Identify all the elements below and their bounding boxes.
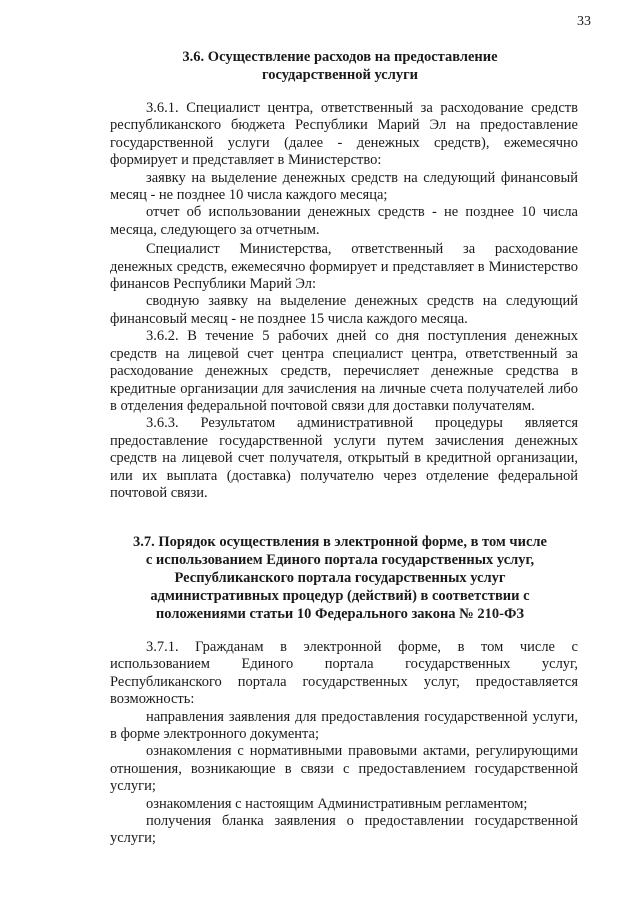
heading-line: с использованием Единого портала государственных услуг, <box>145 552 535 568</box>
heading-line: 3.7. Порядок осуществления в электронной форме, в том числе <box>133 534 547 550</box>
heading-line: положениями статьи 10 Федерального закона № 210-ФЗ <box>155 606 525 622</box>
section-3-7-heading <box>100 533 580 623</box>
heading-line: 3.6. Осуществление расходов на предоставление <box>182 49 498 65</box>
list-item-report: отчет об использовании денежных средств - не позднее 10 числа месяца, следующего за отчетным. <box>110 204 578 238</box>
section-3-6-body <box>110 100 578 502</box>
list-item-application: направления заявления для предоставления государственной услуги, в форме электронного документа; <box>110 708 578 743</box>
paragraph-3-6-2: 3.6.2. В течение 5 рабочих дней со дня поступления денежных средств на лицевой счет центра специалист центра, ответственный за расходование денежных средств, перечисляет денежные средства в кредитные организации для зачисления на личные счета получателей либо в отделения федеральной почтовой связи для доставки получателям. <box>110 328 578 414</box>
section-3-6-heading <box>100 48 580 84</box>
paragraph-3-7-1: 3.7.1. Гражданам в электронной форме, в том числе с использованием Единого портала государственных услуг, Республиканского портала государственных услуг, предоставляется возможность: <box>110 639 578 708</box>
page-number: 33 <box>577 14 591 29</box>
paragraph-3-6-3: 3.6.3. Результатом административной процедуры является предоставление государственной услуги путем зачисления денежных средств на лицевой счет получателя, открытый в кредитной организации, или их выплата (доставка) получателю через отделение федеральной почтовой связи. <box>110 415 578 501</box>
heading-line: административных процедур (действий) в соответствии с <box>150 588 530 604</box>
paragraph-3-6-1: 3.6.1. Специалист центра, ответственный за расходование средств республиканского бюджета Республики Марий Эл на предоставление государственной услуги (далее - денежных средств), ежемесячно формирует и представляет в Министерство: <box>110 100 578 169</box>
list-item-form: получения бланка заявления о предоставлении государственной услуги; <box>110 813 578 847</box>
heading-line: Республиканского портала государственных услуг <box>174 570 506 586</box>
list-item-request: заявку на выделение денежных средств на следующий финансовый месяц - не позднее 10 числа каждого месяца; <box>110 169 578 204</box>
paragraph-ministry-specialist: Специалист Министерства, ответственный за расходование денежных средств, ежемесячно формирует и представляет в Министерство финансов Республики Марий Эл: <box>110 241 578 293</box>
section-3-7-body <box>110 639 578 848</box>
list-item-summary-request: сводную заявку на выделение денежных средств на следующий финансовый месяц - не позднее 15 числа каждого месяца. <box>110 293 578 327</box>
list-item-legal-acts: ознакомления с нормативными правовыми актами, регулирующими отношения, возникающие в связи с предоставлением государственной услуги; <box>110 743 578 795</box>
list-item-regulation: ознакомления с настоящим Административным регламентом; <box>146 795 528 812</box>
heading-line: государственной услуги <box>261 67 419 83</box>
